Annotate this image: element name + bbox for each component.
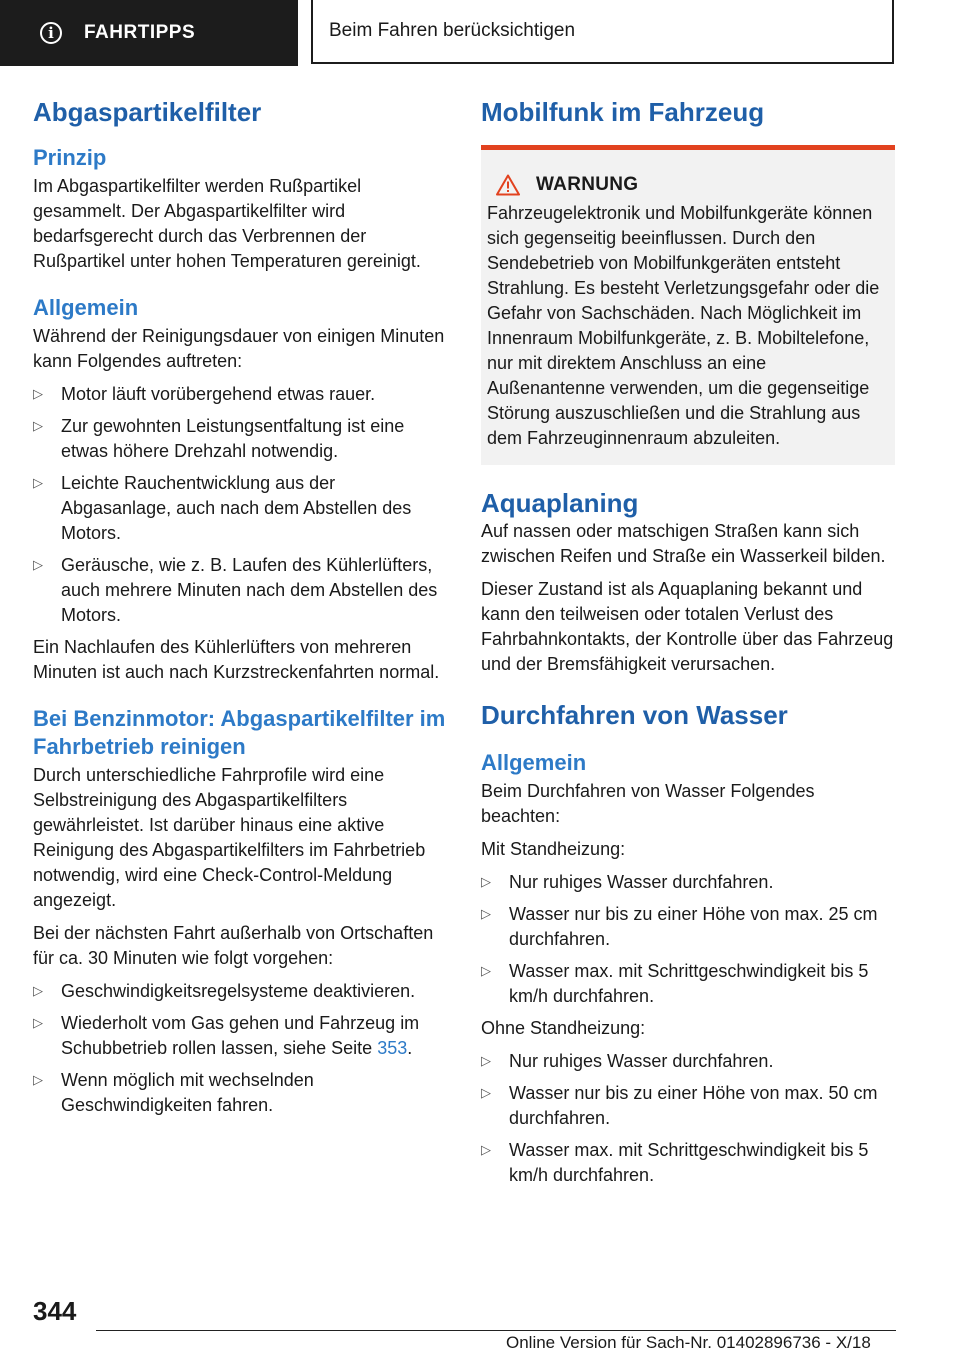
chapter-label: FAHRTIPPS [84, 22, 196, 43]
paragraph-aquaplaning-2: Dieser Zustand ist als Aquaplaning bekannt und kann den teilweisen oder totalen Verlust des Fahrbahnkontakts, der Kontrolle über das Fahrzeug und der Bremsfähigkeit verursachen. [481, 579, 894, 674]
warning-triangle-icon [496, 174, 520, 196]
heading-mobilfunk: Mobilfunk im Fahrzeug [481, 97, 765, 127]
page-number: 344 [33, 1296, 77, 1326]
footer-version-text: Online Version für Sach-Nr. 01402896736 - X/18 [506, 1333, 871, 1352]
paragraph-allgemein-outro: Ein Nachlaufen des Kühlerlüfters von mehreren Minuten ist auch nach Kurzstreckenfahrten normal. [33, 637, 440, 682]
section-label: Beim Fahren berücksichtigen [329, 20, 576, 41]
list-item: ▷ Zur gewohnten Leistungsentfaltung ist eine etwas höhere Drehzahl notwendig. [33, 416, 405, 461]
heading-allgemein: Allgemein [33, 295, 139, 320]
list-item: ▷ Wenn möglich mit wechselnden Geschwindigkeiten fahren. [33, 1070, 314, 1115]
triangle-bullet-icon: ▷ [481, 964, 491, 979]
page-header [0, 0, 960, 66]
list-item: ▷ Nur ruhiges Wasser durchfahren. [481, 1049, 895, 1074]
heading-prinzip: Prinzip [33, 145, 107, 170]
paragraph-benzin-1: Durch unterschiedliche Fahrprofile wird eine Selbstreinigung des Abgaspartikelfilters gewährleistet. Ist darüber hinaus eine aktive Reinigung des Abgaspartikelfilters im Fahrbetrieb notwendig, wird eine Check-Control-Meldung angezeigt. [33, 765, 426, 910]
list-benzin [33, 979, 447, 1118]
footer-divider [96, 1330, 896, 1331]
chapter-tab[interactable] [0, 0, 298, 66]
triangle-bullet-icon: ▷ [33, 984, 43, 999]
list-mit-standheizung [481, 870, 895, 1009]
triangle-bullet-icon: ▷ [481, 907, 491, 922]
list-item: ▷ Wasser nur bis zu einer Höhe von max. 50 cm durchfahren. [481, 1083, 878, 1128]
heading-durchfahren-wasser: Durchfahren von Wasser [481, 700, 788, 730]
triangle-bullet-icon: ▷ [33, 476, 43, 491]
list-item: ▷ Wasser max. mit Schrittgeschwindigkeit bis 5 km/h durchfahren. [481, 1140, 869, 1185]
triangle-bullet-icon: ▷ [33, 1073, 43, 1088]
label-mit-standheizung: Mit Standheizung: [481, 839, 626, 859]
list-item: ▷ Geräusche, wie z. B. Laufen des Kühlerlüfters, auch mehrere Minuten nach dem Abstellen des Motors. [33, 555, 438, 625]
list-item: ▷ Motor läuft vorübergehend etwas rauer. [33, 382, 447, 407]
list-item: ▷ Wasser nur bis zu einer Höhe von max. 25 cm durchfahren. [481, 904, 878, 949]
paragraph-wasser-intro: Beim Durchfahren von Wasser Folgendes beachten: [481, 781, 815, 826]
list-item: ▷ Leichte Rauchentwicklung aus der Abgasanlage, auch nach dem Abstellen des Motors. [33, 473, 412, 543]
heading-benzinmotor: Bei Benzinmotor: Abgaspartikelfilter im Fahrbetrieb reinigen [33, 706, 446, 759]
paragraph-allgemein-intro: Während der Reinigungsdauer von einigen Minuten kann Folgendes auftreten: [33, 326, 445, 371]
list-item: ▷ Wiederholt vom Gas gehen und Fahrzeug im Schubbetrieb rollen lassen, siehe Seite 353. [33, 1013, 420, 1058]
page-link-353[interactable]: 353 [377, 1038, 408, 1058]
triangle-bullet-icon: ▷ [33, 419, 43, 434]
warning-box [481, 145, 895, 465]
section-tab [311, 0, 894, 64]
list-item: ▷ Geschwindigkeitsregelsysteme deaktivieren. [33, 979, 447, 1004]
warning-header [487, 172, 887, 197]
paragraph-prinzip: Im Abgaspartikelfilter werden Rußpartikel gesammelt. Der Abgaspartikelfilter wird bedarfsgerecht durch das Verbrennen der Rußpartikel unter hohen Temperaturen gereinigt. [33, 176, 421, 271]
list-item: ▷ Nur ruhiges Wasser durchfahren. [481, 870, 895, 895]
right-column [481, 96, 895, 1195]
label-ohne-standheizung: Ohne Standheizung: [481, 1018, 646, 1038]
left-column [33, 96, 447, 1125]
triangle-bullet-icon: ▷ [481, 1086, 491, 1101]
triangle-bullet-icon: ▷ [481, 1143, 491, 1158]
paragraph-benzin-2: Bei der nächsten Fahrt außerhalb von Ortschaften für ca. 30 Minuten wie folgt vorgehen: [33, 923, 434, 968]
list-allgemein [33, 382, 447, 628]
triangle-bullet-icon: ▷ [481, 875, 491, 890]
warning-title: WARNUNG [536, 174, 639, 195]
warning-text: Fahrzeugelektronik und Mobilfunkgeräte können sich gegenseitig beeinflussen. Durch den Sendebetrieb von Mobilfunkgeräten entsteht Strahlung. Es besteht Verletzungsgefahr oder die Gefahr von Sachschäden. Nach Möglichkeit im Innenraum Mobilfunkgeräte, z. B. Mobiltelefone, nur mit direktem Anschluss an eine Außenantenne verwenden, um die gegenseitige Störung auszuschließen und die Strahlung aus dem Fahrzeuginnenraum abzuleiten. [487, 203, 880, 448]
triangle-bullet-icon: ▷ [33, 558, 43, 573]
list-item: ▷ Wasser max. mit Schrittgeschwindigkeit bis 5 km/h durchfahren. [481, 961, 869, 1006]
list-ohne-standheizung [481, 1049, 895, 1188]
heading-wasser-allgemein: Allgemein [481, 750, 587, 775]
heading-aquaplaning: Aquaplaning [481, 488, 639, 518]
triangle-bullet-icon: ▷ [33, 1016, 43, 1031]
triangle-bullet-icon: ▷ [481, 1054, 491, 1069]
heading-abgaspartikelfilter: Abgaspartikelfilter [33, 97, 262, 127]
paragraph-aquaplaning-1: Auf nassen oder matschigen Straßen kann sich zwischen Reifen und Straße ein Wasserkeil bilden. [481, 521, 886, 566]
page-footer [0, 1290, 960, 1362]
triangle-bullet-icon: ▷ [33, 387, 43, 402]
info-icon: i [40, 22, 62, 44]
